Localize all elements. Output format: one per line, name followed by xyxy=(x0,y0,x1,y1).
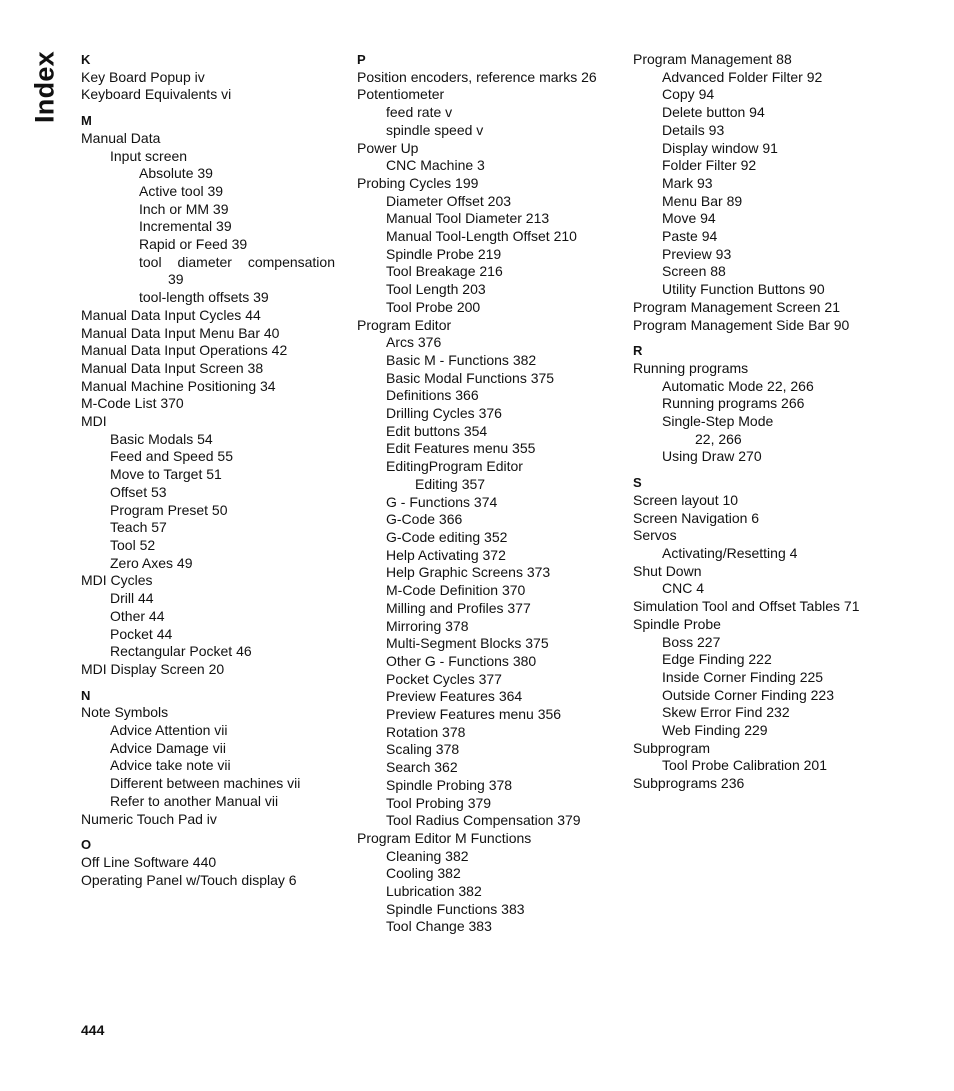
index-entry: Inch or MM 39 xyxy=(139,200,229,217)
index-entry: Tool 52 xyxy=(110,536,156,553)
index-entry: Subprogram xyxy=(633,739,711,756)
index-entry: Tool Probe Calibration 201 xyxy=(662,757,827,774)
index-entry: Web Finding 229 xyxy=(662,722,768,739)
index-entry: CNC Machine 3 xyxy=(386,157,485,174)
index-letter-heading: S xyxy=(633,475,642,491)
index-entry: Basic M - Functions 382 xyxy=(386,351,537,368)
index-entry: Editing 357 xyxy=(415,475,486,492)
index-letter-heading: K xyxy=(81,52,91,67)
index-entry: Preview Features 364 xyxy=(386,688,523,705)
index-entry: Preview Features menu 356 xyxy=(386,706,562,723)
index-entry: Single-Step Mode xyxy=(662,413,774,430)
index-entry: Probing Cycles 199 xyxy=(357,174,479,191)
index-entry: Input screen xyxy=(110,147,188,164)
index-entry: Program Editor xyxy=(357,316,452,333)
index-entry: Multi-Segment Blocks 375 xyxy=(386,635,549,652)
index-entry: Move to Target 51 xyxy=(110,466,222,483)
index-entry: Rapid or Feed 39 xyxy=(139,236,248,253)
index-entry: G-Code editing 352 xyxy=(386,528,508,545)
index-letter-heading: M xyxy=(81,113,92,129)
index-entry: Boss 227 xyxy=(662,633,721,650)
index-entry: Help Activating 372 xyxy=(386,546,506,563)
index-entry: Search 362 xyxy=(386,759,458,776)
index-column-1 xyxy=(81,51,343,889)
index-entry: Basic Modal Functions 375 xyxy=(386,369,555,386)
index-entry: Subprograms 236 xyxy=(633,775,745,792)
index-entry: Pocket Cycles 377 xyxy=(386,670,502,687)
index-entry: Other 44 xyxy=(110,607,165,624)
index-entry: Power Up xyxy=(357,139,419,156)
index-entry: Tool Radius Compensation 379 xyxy=(386,812,581,829)
index-entry: Off Line Software 440 xyxy=(81,853,217,870)
index-entry: EditingProgram Editor xyxy=(386,458,523,475)
index-entry: Definitions 366 xyxy=(386,387,479,404)
index-entry: Basic Modals 54 xyxy=(110,430,213,447)
index-entry: Program Preset 50 xyxy=(110,501,228,518)
index-entry-word: diameter xyxy=(177,253,232,270)
index-entry: Screen Navigation 6 xyxy=(633,509,760,526)
index-entry: Absolute 39 xyxy=(139,165,213,182)
index-entry: G-Code 366 xyxy=(386,511,463,528)
index-entry: Menu Bar 89 xyxy=(662,192,743,209)
index-entry: spindle speed v xyxy=(386,121,484,138)
index-entry: Spindle Probe 219 xyxy=(386,245,502,262)
index-entry: Servos xyxy=(633,527,677,544)
index-entry: Rectangular Pocket 46 xyxy=(110,643,252,660)
index-entry: Running programs 266 xyxy=(662,395,805,412)
index-entry: Paste 94 xyxy=(662,228,718,245)
index-letter-heading: O xyxy=(81,837,92,853)
index-entry: Spindle Probing 378 xyxy=(386,776,513,793)
index-entry: Manual Data Input Menu Bar 40 xyxy=(81,324,280,341)
index-entry: Pocket 44 xyxy=(110,625,173,642)
index-entry: Lubrication 382 xyxy=(386,883,482,900)
index-entry: Tool Length 203 xyxy=(386,281,486,298)
index-entry: MDI Display Screen 20 xyxy=(81,660,225,677)
index-entry: Edit buttons 354 xyxy=(386,422,488,439)
index-entry: Using Draw 270 xyxy=(662,448,762,465)
index-entry: Program Editor M Functions xyxy=(357,829,532,846)
index-entry: Spindle Probe xyxy=(633,615,721,632)
index-entry: Tool Probing 379 xyxy=(386,794,492,811)
index-entry: Tool Change 383 xyxy=(386,918,492,935)
index-entry: Manual Machine Positioning 34 xyxy=(81,377,276,394)
index-entry: Outside Corner Finding 223 xyxy=(662,686,834,703)
index-entry-word: tool xyxy=(139,253,162,270)
index-entry: 22, 266 xyxy=(695,430,742,447)
index-entry: Manual Data Input Operations 42 xyxy=(81,342,288,359)
index-letter-heading: P xyxy=(357,52,366,67)
index-entry: Shut Down xyxy=(633,562,702,579)
index-entry: G - Functions 374 xyxy=(386,493,498,510)
index-entry-text xyxy=(139,254,335,272)
index-entry: Screen layout 10 xyxy=(633,491,739,508)
index-entry: Advice take note vii xyxy=(110,757,231,774)
index-entry: Cleaning 382 xyxy=(386,847,469,864)
index-entry: Refer to another Manual vii xyxy=(110,792,279,809)
index-entry: Inside Corner Finding 225 xyxy=(662,668,824,685)
index-column-3 xyxy=(633,51,895,793)
index-entry: Skew Error Find 232 xyxy=(662,704,790,721)
index-entry: Different between machines vii xyxy=(110,775,301,792)
index-entry: Delete button 94 xyxy=(662,104,765,121)
index-entry: Manual Tool Diameter 213 xyxy=(386,210,550,227)
index-entry: MDI xyxy=(81,413,107,430)
page-number: 444 xyxy=(81,1022,105,1038)
index-entry: Feed and Speed 55 xyxy=(110,448,233,465)
index-entry: Advice Damage vii xyxy=(110,739,226,756)
index-entry: Arcs 376 xyxy=(386,334,442,351)
index-entry: Drilling Cycles 376 xyxy=(386,405,502,422)
index-entry: Keyboard Equivalents vi xyxy=(81,86,232,103)
index-title xyxy=(28,52,62,122)
index-entry: Tool Breakage 216 xyxy=(386,263,503,280)
index-entry: Diameter Offset 203 xyxy=(386,192,512,209)
index-entry: Edge Finding 222 xyxy=(662,651,772,668)
index-entry: 39 xyxy=(168,271,184,288)
index-entry: Key Board Popup iv xyxy=(81,68,205,85)
index-entry: Potentiometer xyxy=(357,86,445,103)
index-entry: Activating/Resetting 4 xyxy=(662,544,798,561)
index-entry: Position encoders, reference marks 26 xyxy=(357,68,597,85)
index-title-text: Index xyxy=(29,50,60,124)
index-entry: MDI Cycles xyxy=(81,572,153,589)
index-entry: Copy 94 xyxy=(662,86,715,103)
index-entry: Manual Data Input Cycles 44 xyxy=(81,306,261,323)
index-entry: Folder Filter 92 xyxy=(662,157,757,174)
index-entry: Teach 57 xyxy=(110,519,167,536)
index-entry: Offset 53 xyxy=(110,483,167,500)
index-entry: Running programs xyxy=(633,359,749,376)
index-entry-word: compensation xyxy=(247,253,335,270)
index-entry: Manual Tool-Length Offset 210 xyxy=(386,228,577,245)
index-entry: CNC 4 xyxy=(662,580,705,597)
index-entry: Program Management Screen 21 xyxy=(633,298,840,315)
index-entry: Incremental 39 xyxy=(139,218,232,235)
index-entry: Advanced Folder Filter 92 xyxy=(662,68,823,85)
index-letter-heading: R xyxy=(633,343,643,359)
index-entry: Active tool 39 xyxy=(139,182,224,199)
index-entry: Mark 93 xyxy=(662,174,713,191)
index-letter-heading: N xyxy=(81,687,91,703)
index-entry: Details 93 xyxy=(662,121,725,138)
index-entry: Scaling 378 xyxy=(386,741,460,758)
index-column-2 xyxy=(357,51,619,936)
index-entry: tool-length offsets 39 xyxy=(139,289,269,306)
index-entry: Program Management Side Bar 90 xyxy=(633,316,850,333)
index-entry: Tool Probe 200 xyxy=(386,298,481,315)
index-entry: Simulation Tool and Offset Tables 71 xyxy=(633,598,860,615)
index-entry: M-Code Definition 370 xyxy=(386,582,526,599)
index-entry: Automatic Mode 22, 266 xyxy=(662,377,814,394)
index-entry: feed rate v xyxy=(386,104,453,121)
index-entry xyxy=(81,254,343,272)
index-entry: Help Graphic Screens 373 xyxy=(386,564,551,581)
index-entry: Drill 44 xyxy=(110,590,154,607)
index-entry: Manual Data Input Screen 38 xyxy=(81,359,264,376)
index-entry: Other G - Functions 380 xyxy=(386,652,537,669)
index-entry: M-Code List 370 xyxy=(81,395,184,412)
index-entry: Note Symbols xyxy=(81,704,169,721)
index-entry: Spindle Functions 383 xyxy=(386,900,525,917)
index-entry: Utility Function Buttons 90 xyxy=(662,281,825,298)
index-entry: Program Management 88 xyxy=(633,51,792,67)
index-entry: Screen 88 xyxy=(662,263,726,280)
index-entry: Zero Axes 49 xyxy=(110,554,193,571)
index-entry: Edit Features menu 355 xyxy=(386,440,536,457)
index-entry: Rotation 378 xyxy=(386,723,466,740)
index-entry: Mirroring 378 xyxy=(386,617,469,634)
index-entry: Operating Panel w/Touch display 6 xyxy=(81,871,297,888)
index-entry: Preview 93 xyxy=(662,245,732,262)
index-entry: Numeric Touch Pad iv xyxy=(81,810,217,827)
index-entry: Milling and Profiles 377 xyxy=(386,599,531,616)
index-entry: Manual Data xyxy=(81,129,161,146)
index-entry: Display window 91 xyxy=(662,139,778,156)
index-entry: Advice Attention vii xyxy=(110,722,228,739)
index-entry: Move 94 xyxy=(662,210,716,227)
index-entry: Cooling 382 xyxy=(386,865,461,882)
